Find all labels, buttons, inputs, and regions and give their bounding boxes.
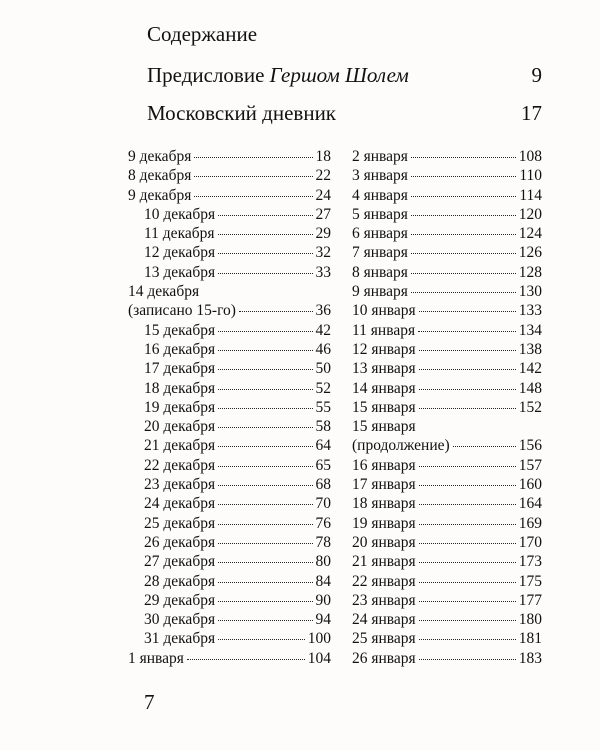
dot-leader: [218, 350, 312, 351]
toc-row-page-number: 84: [315, 572, 331, 590]
diary-label: Московский дневник: [147, 101, 337, 125]
toc-row-label: 22 декабря: [144, 456, 216, 474]
dot-leader: [218, 369, 312, 370]
dot-leader: [218, 639, 305, 640]
toc-row[interactable]: [128, 243, 331, 262]
toc-row[interactable]: [128, 263, 331, 282]
toc-row-page-number: 152: [518, 398, 542, 416]
toc-row-page-number: 134: [518, 321, 542, 339]
toc-row-label: 15 января: [352, 398, 416, 416]
toc-row-page-number: 110: [519, 167, 542, 185]
dot-leader: [239, 311, 313, 312]
toc-row[interactable]: [128, 282, 331, 301]
toc-row[interactable]: [352, 417, 542, 436]
dot-leader: [218, 601, 312, 602]
toc-row-page-number: 114: [519, 186, 542, 204]
dot-leader: [194, 157, 312, 158]
toc-row-label: 15 января: [352, 418, 416, 436]
toc-row[interactable]: [128, 572, 331, 591]
dot-leader: [419, 543, 516, 544]
toc-row-label: 20 января: [352, 533, 416, 551]
dot-leader: [218, 234, 313, 235]
preface-label: [147, 61, 409, 89]
toc-row[interactable]: [128, 591, 331, 610]
toc-row-label: 8 января: [352, 263, 408, 281]
toc-row-page-number: 29: [315, 225, 331, 243]
toc-row-label: 21 декабря: [144, 437, 216, 455]
toc-row-page-number: 65: [315, 456, 331, 474]
toc-row[interactable]: [128, 301, 331, 320]
toc-row-label: 9 декабря: [128, 186, 192, 204]
toc-row[interactable]: [352, 591, 542, 610]
toc-row[interactable]: [128, 224, 331, 243]
dot-leader: [194, 176, 312, 177]
toc-row-page-number: 42: [315, 321, 331, 339]
toc-heading: Содержание: [147, 22, 258, 46]
dot-leader: [411, 176, 516, 177]
toc-row[interactable]: [352, 514, 542, 533]
toc-row-page-number: 138: [518, 340, 542, 358]
diary-page-number: 17: [521, 101, 542, 125]
toc-column-right: [352, 147, 542, 668]
toc-row-label: 19 января: [352, 514, 416, 532]
toc-row[interactable]: [352, 629, 542, 648]
toc-entry-diary[interactable]: [147, 99, 542, 127]
toc-row[interactable]: [128, 359, 331, 378]
toc-row-label: 28 декабря: [144, 572, 216, 590]
toc-row-label: 4 января: [352, 186, 408, 204]
toc-row-page-number: 120: [518, 205, 542, 223]
dot-leader: [453, 446, 516, 447]
toc-row-label: 1 января: [128, 649, 184, 667]
toc-row-page-number: 94: [315, 611, 331, 629]
toc-row[interactable]: [352, 436, 542, 455]
toc-row-label: 3 января: [352, 167, 408, 185]
toc-row[interactable]: [128, 340, 331, 359]
toc-row[interactable]: [352, 533, 542, 552]
dot-leader: [419, 350, 516, 351]
dot-leader: [218, 620, 312, 621]
dot-leader: [419, 389, 516, 390]
toc-row-label: 24 января: [352, 611, 416, 629]
toc-row-label: 23 декабря: [144, 476, 216, 494]
dot-leader: [419, 504, 516, 505]
toc-row[interactable]: [352, 243, 542, 262]
toc-row-label: 16 декабря: [144, 340, 216, 358]
toc-row[interactable]: [352, 186, 542, 205]
toc-row[interactable]: [128, 417, 331, 436]
toc-row[interactable]: [128, 205, 331, 224]
toc-row-page-number: 76: [315, 514, 331, 532]
toc-row[interactable]: [352, 147, 542, 166]
dot-leader: [218, 427, 312, 428]
toc-row-page-number: 58: [315, 418, 331, 436]
toc-row-label: 8 декабря: [128, 167, 192, 185]
toc-row-page-number: 183: [518, 649, 542, 667]
toc-row-page-number: 164: [518, 495, 542, 513]
toc-row[interactable]: [352, 552, 542, 571]
toc-row[interactable]: [352, 359, 542, 378]
toc-row-label: 14 декабря: [128, 283, 200, 301]
toc-row[interactable]: [128, 166, 331, 185]
dot-leader: [419, 659, 516, 660]
toc-column-left: [128, 147, 331, 668]
toc-row[interactable]: [352, 610, 542, 629]
toc-row[interactable]: [128, 552, 331, 571]
toc-row-page-number: 148: [518, 379, 542, 397]
dot-leader: [218, 504, 312, 505]
toc-row-label: 11 января: [352, 321, 416, 339]
toc-row-label: 9 декабря: [128, 148, 192, 165]
toc-row-page-number: 64: [315, 437, 331, 455]
dot-leader: [419, 408, 516, 409]
toc-row-page-number: 175: [518, 572, 542, 590]
toc-row[interactable]: [128, 456, 331, 475]
toc-row-label: 31 декабря: [144, 630, 216, 648]
dot-leader: [419, 639, 516, 640]
toc-row-label: 14 января: [352, 379, 416, 397]
toc-row-page-number: 55: [315, 398, 331, 416]
toc-row-label: 23 января: [352, 591, 416, 609]
toc-row[interactable]: [352, 263, 542, 282]
dot-leader: [418, 331, 516, 332]
toc-row[interactable]: [128, 514, 331, 533]
toc-row[interactable]: [352, 456, 542, 475]
dot-leader: [218, 273, 312, 274]
toc-row-label: 16 января: [352, 456, 416, 474]
dot-leader: [194, 196, 312, 197]
toc-row-label: 12 января: [352, 340, 416, 358]
toc-row-page-number: 18: [315, 148, 331, 165]
toc-row-label: 18 декабря: [144, 379, 216, 397]
toc-row-page-number: 52: [315, 379, 331, 397]
toc-row-label: 17 января: [352, 476, 416, 494]
toc-row-page-number: 177: [518, 591, 542, 609]
toc-row-page-number: 133: [518, 302, 542, 320]
toc-row-page-number: 142: [518, 360, 542, 378]
toc-row-page-number: 68: [315, 476, 331, 494]
dot-leader: [218, 524, 312, 525]
toc-row-page-number: 157: [518, 456, 542, 474]
toc-row-label: 9 января: [352, 283, 408, 301]
toc-row[interactable]: [352, 475, 542, 494]
toc-row-label: 20 декабря: [144, 418, 216, 436]
toc-row-label: 26 декабря: [144, 533, 216, 551]
toc-row[interactable]: [128, 629, 331, 648]
toc-entry-preface[interactable]: [147, 61, 542, 89]
dot-leader: [419, 485, 516, 486]
toc-row-label: 5 января: [352, 205, 408, 223]
toc-row-label: 24 декабря: [144, 495, 216, 513]
toc-row-page-number: 46: [315, 340, 331, 358]
toc-row-page-number: 33: [315, 263, 331, 281]
toc-row-label: 10 января: [352, 302, 416, 320]
dot-leader: [411, 196, 516, 197]
dot-leader: [411, 253, 516, 254]
toc-row-page-number: 100: [307, 630, 331, 648]
toc-row-label: 15 декабря: [144, 321, 216, 339]
dot-leader: [419, 311, 516, 312]
toc-row-page-number: 130: [518, 283, 542, 301]
toc-row-label: 18 января: [352, 495, 416, 513]
toc-row-page-number: 27: [315, 205, 331, 223]
toc-row-label: 26 января: [352, 649, 416, 667]
toc-row-label: (записано 15-го): [128, 302, 236, 320]
toc-row-label: 7 января: [352, 244, 408, 262]
dot-leader: [419, 601, 516, 602]
dot-leader: [218, 446, 312, 447]
toc-row[interactable]: [352, 649, 542, 668]
toc-row[interactable]: [128, 494, 331, 513]
dot-leader: [218, 215, 312, 216]
toc-row-label: 27 декабря: [144, 553, 216, 571]
toc-row[interactable]: [352, 224, 542, 243]
toc-row[interactable]: [128, 147, 331, 166]
toc-row-page-number: 22: [315, 167, 331, 185]
toc-row[interactable]: [352, 205, 542, 224]
toc-row-page-number: 90: [315, 591, 331, 609]
dot-leader: [411, 157, 516, 158]
toc-row-label: 17 декабря: [144, 360, 216, 378]
dot-leader: [218, 562, 312, 563]
toc-row[interactable]: [352, 572, 542, 591]
toc-row-label: 13 января: [352, 360, 416, 378]
toc-row-page-number: 124: [518, 225, 542, 243]
toc-row[interactable]: [352, 301, 542, 320]
toc-row[interactable]: [128, 649, 331, 668]
dot-leader: [218, 331, 312, 332]
preface-title: Предисловие: [147, 63, 270, 87]
toc-row-page-number: 156: [518, 437, 542, 455]
toc-row-label: 22 января: [352, 572, 416, 590]
toc-row[interactable]: [128, 379, 331, 398]
toc-row-label: 10 декабря: [144, 205, 216, 223]
dot-leader: [218, 408, 312, 409]
dot-leader: [419, 562, 516, 563]
dot-leader: [419, 466, 516, 467]
toc-row[interactable]: [128, 610, 331, 629]
toc-row-label: 11 декабря: [144, 225, 215, 243]
toc-row-label: 6 января: [352, 225, 408, 243]
toc-row-page-number: 36: [315, 302, 331, 320]
toc-row-page-number: 173: [518, 553, 542, 571]
toc-row[interactable]: [352, 340, 542, 359]
toc-row-label: 30 декабря: [144, 611, 216, 629]
preface-page-number: 9: [531, 63, 542, 87]
toc-row-label: 25 января: [352, 630, 416, 648]
dot-leader: [411, 273, 516, 274]
toc-row-label: 13 декабря: [144, 263, 216, 281]
dot-leader: [411, 292, 516, 293]
dot-leader: [218, 253, 312, 254]
toc-row-page-number: 80: [315, 553, 331, 571]
toc-row-page-number: 170: [518, 533, 542, 551]
toc-row[interactable]: [128, 533, 331, 552]
toc-row-label: 21 января: [352, 553, 416, 571]
toc-row-page-number: 128: [518, 263, 542, 281]
toc-row[interactable]: [128, 321, 331, 340]
toc-row[interactable]: [352, 166, 542, 185]
toc-row[interactable]: [128, 436, 331, 455]
dot-leader: [218, 582, 312, 583]
toc-row-page-number: 70: [315, 495, 331, 513]
toc-row[interactable]: [128, 398, 331, 417]
dot-leader: [218, 485, 312, 486]
toc-row-page-number: 160: [518, 476, 542, 494]
dot-leader: [419, 620, 516, 621]
dot-leader: [411, 234, 516, 235]
toc-row-label: 25 декабря: [144, 514, 216, 532]
toc-row[interactable]: [352, 398, 542, 417]
preface-author: Гершом Шолем: [269, 63, 409, 87]
toc-row[interactable]: [352, 379, 542, 398]
dot-leader: [419, 524, 516, 525]
toc-row-page-number: 24: [315, 186, 331, 204]
toc-row[interactable]: [128, 475, 331, 494]
toc-row[interactable]: [352, 321, 542, 340]
dot-leader: [218, 466, 312, 467]
toc-row-page-number: 50: [315, 360, 331, 378]
toc-row[interactable]: [352, 494, 542, 513]
dot-leader: [419, 582, 516, 583]
toc-row[interactable]: [128, 186, 331, 205]
toc-row-label: 12 декабря: [144, 244, 216, 262]
toc-row-label: (продолжение): [352, 437, 450, 455]
toc-row-page-number: 104: [307, 649, 331, 667]
dot-leader: [419, 369, 516, 370]
toc-row-page-number: 126: [518, 244, 542, 262]
dot-leader: [218, 543, 312, 544]
dot-leader: [187, 659, 305, 660]
toc-row-page-number: 180: [518, 611, 542, 629]
toc-row-page-number: 78: [315, 533, 331, 551]
toc-row-label: 29 декабря: [144, 591, 216, 609]
toc-row-page-number: 181: [518, 630, 542, 648]
toc-row-page-number: 108: [518, 148, 542, 165]
toc-row-page-number: 169: [518, 514, 542, 532]
dot-leader: [411, 215, 516, 216]
toc-row-label: 19 декабря: [144, 398, 216, 416]
toc-row-page-number: 32: [315, 244, 331, 262]
toc-row-label: 2 января: [352, 148, 408, 165]
toc-row[interactable]: [352, 282, 542, 301]
page-number: 7: [144, 690, 155, 714]
dot-leader: [218, 389, 312, 390]
